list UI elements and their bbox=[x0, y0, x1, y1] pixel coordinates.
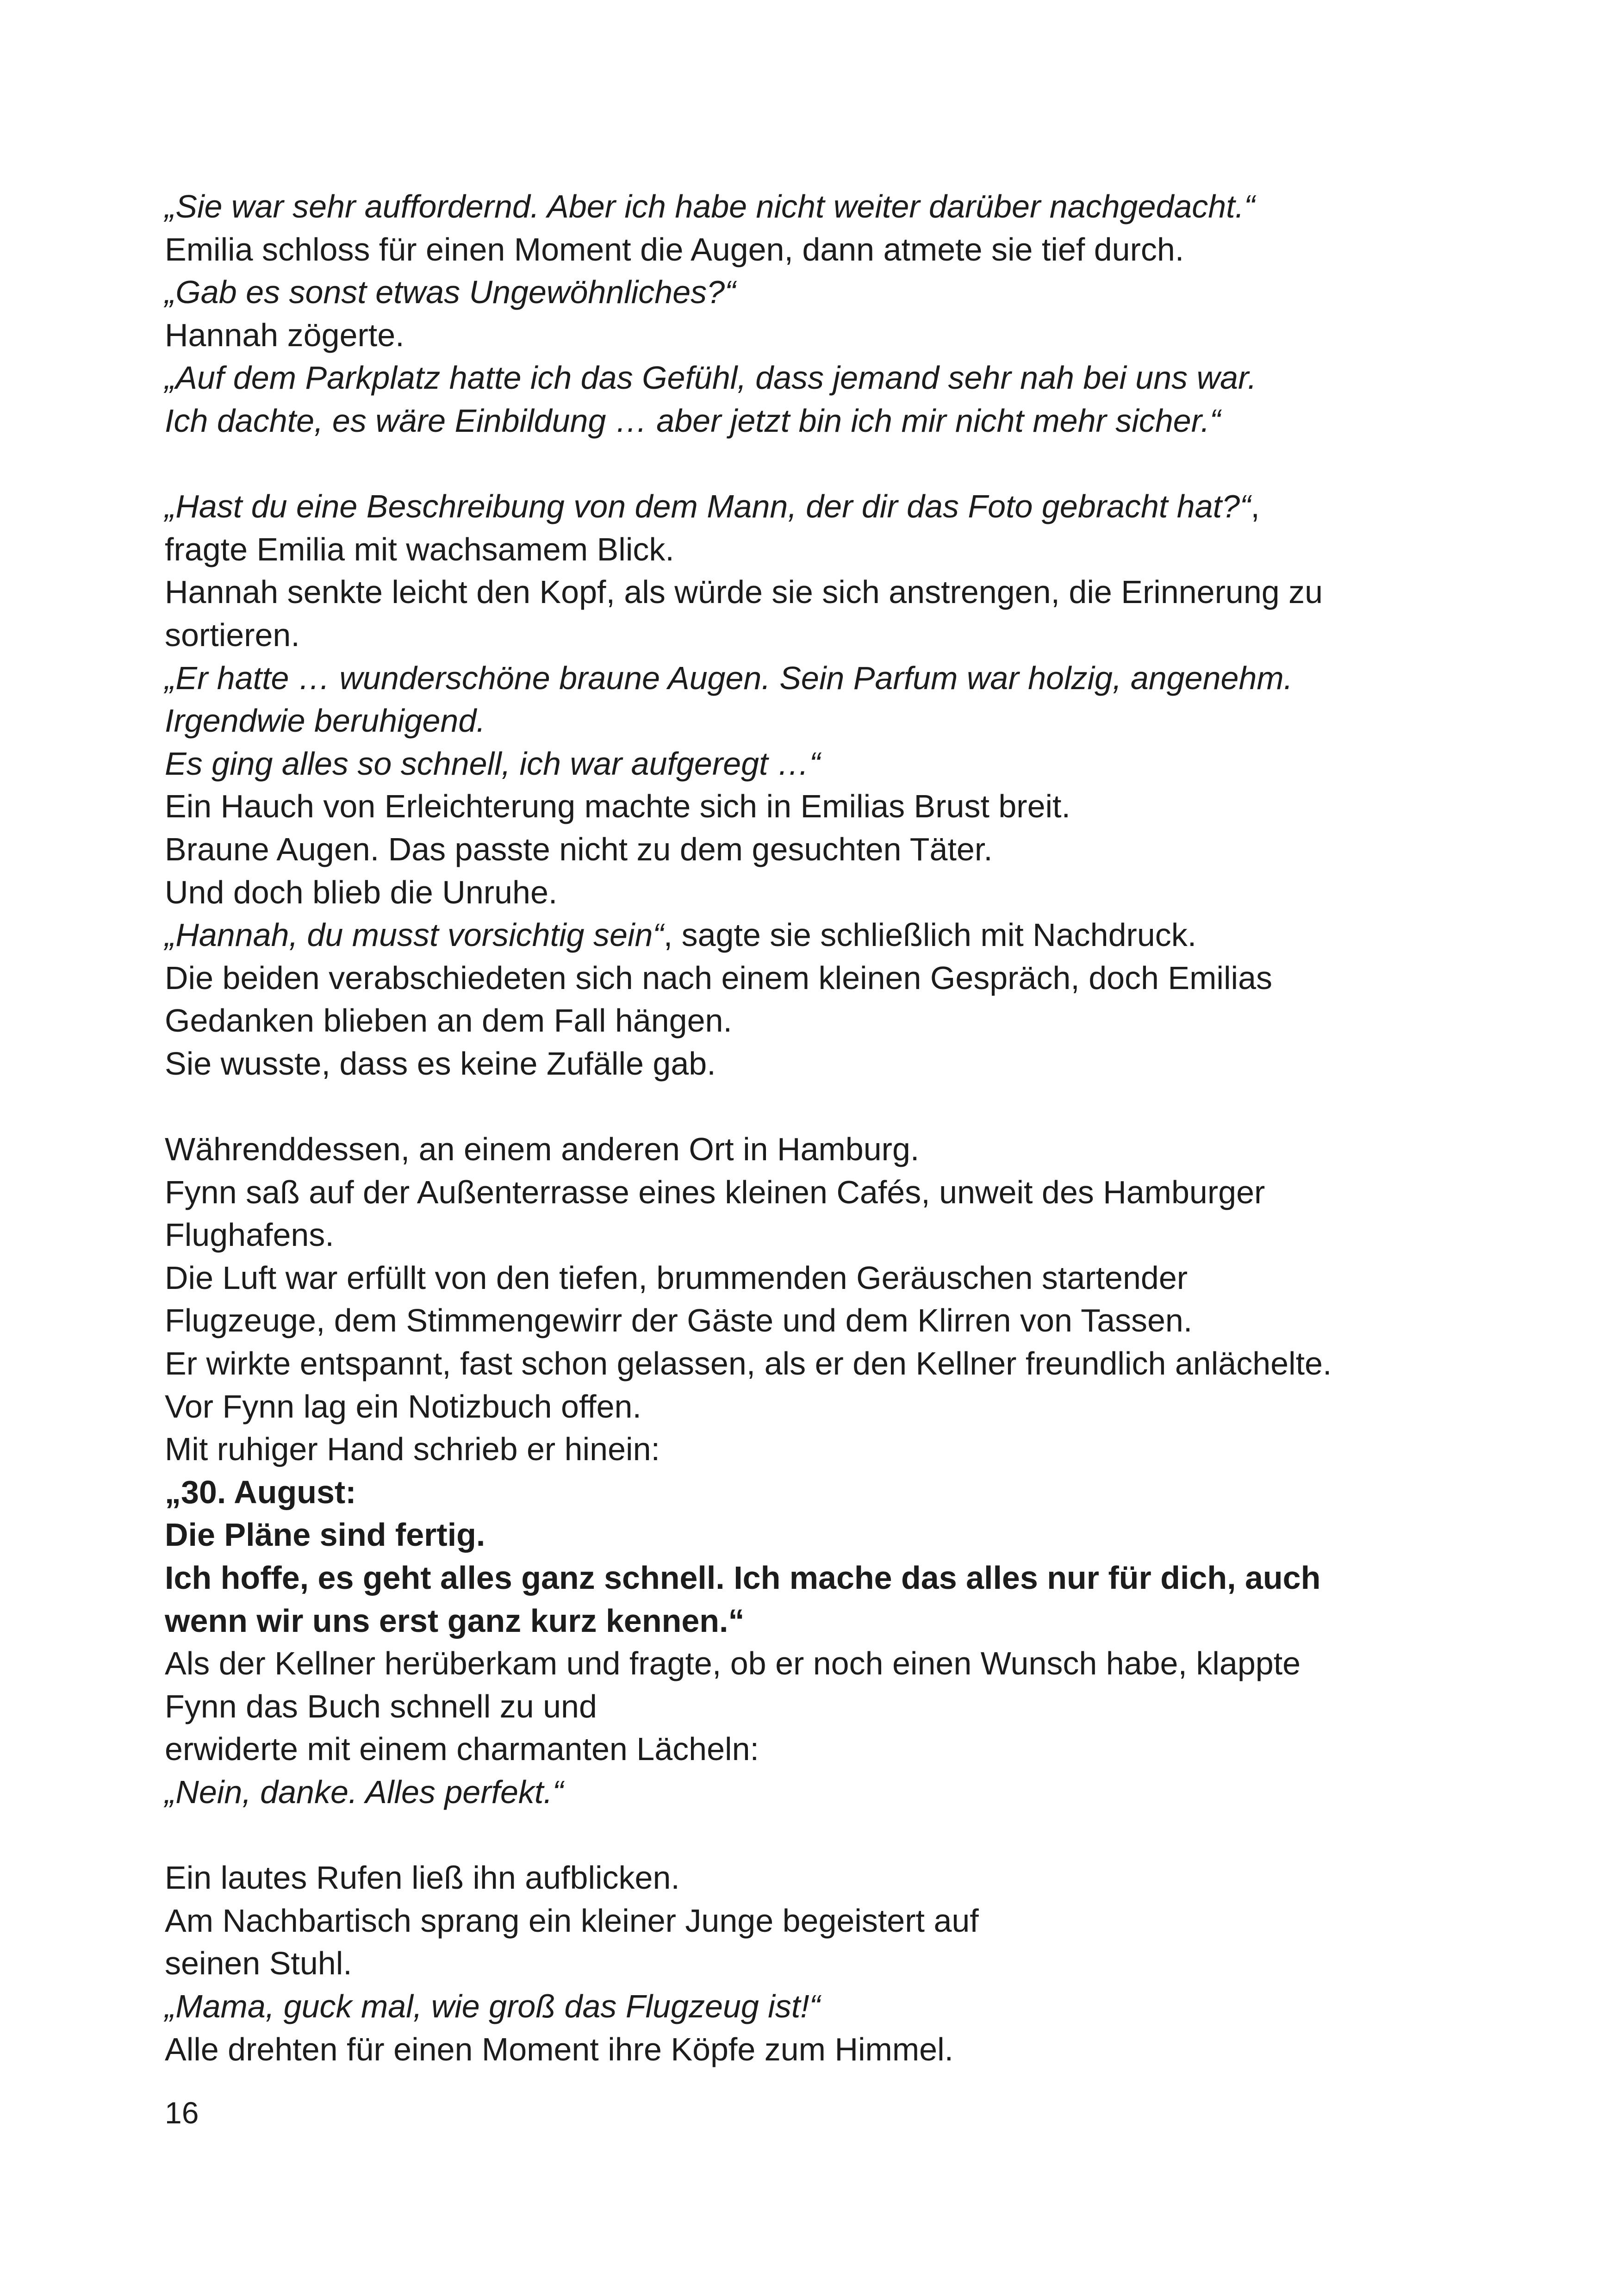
text-line: Ein Hauch von Erleichterung machte sich in Emilias Brust breit. bbox=[165, 788, 1070, 825]
text-segment: , bbox=[1251, 488, 1260, 525]
text-line: Er wirkte entspannt, fast schon gelassen, als er den Kellner freundlich anlächelte. bbox=[165, 1345, 1332, 1382]
text-line: Ich hoffe, es geht alles ganz schnell. Ich mache das alles nur für dich, auch bbox=[165, 1560, 1321, 1596]
text-line: Ein lautes Rufen ließ ihn aufblicken. bbox=[165, 1860, 680, 1896]
text-line: „30. August: bbox=[165, 1474, 356, 1510]
text-line: Flugzeuge, dem Stimmengewirr der Gäste und dem Klirren von Tassen. bbox=[165, 1302, 1193, 1339]
text-line: Die Pläne sind fertig. bbox=[165, 1517, 485, 1553]
text-line: Vor Fynn lag ein Notizbuch offen. bbox=[165, 1388, 641, 1425]
text-line: „Auf dem Parkplatz hatte ich das Gefühl, dass jemand sehr nah bei uns war. bbox=[165, 360, 1257, 396]
text-line: Braune Augen. Das passte nicht zu dem gesuchten Täter. bbox=[165, 831, 993, 867]
text-line: Alle drehten für einen Moment ihre Köpfe zum Himmel. bbox=[165, 2031, 954, 2067]
text-line: Gedanken blieben an dem Fall hängen. bbox=[165, 1002, 732, 1039]
text-line: „Nein, danke. Alles perfekt.“ bbox=[165, 1773, 564, 1810]
text-line: Flughafens. bbox=[165, 1217, 334, 1253]
text-line: Am Nachbartisch sprang ein kleiner Junge begeistert auf bbox=[165, 1902, 979, 1939]
text-line: seinen Stuhl. bbox=[165, 1945, 352, 1982]
text-line: Und doch blieb die Unruhe. bbox=[165, 874, 558, 910]
text-line: „Gab es sonst etwas Ungewöhnliches?“ bbox=[165, 274, 736, 311]
text-line: „Sie war sehr auffordernd. Aber ich habe nicht weiter darüber nachgedacht.“ bbox=[165, 188, 1255, 224]
text-line: Sie wusste, dass es keine Zufälle gab. bbox=[165, 1045, 716, 1082]
text-line: Ich dachte, es wäre Einbildung … aber jetzt bin ich mir nicht mehr sicher.“ bbox=[165, 402, 1221, 439]
text-line: „Er hatte … wunderschöne braune Augen. Sein Parfum war holzig, angenehm. bbox=[165, 660, 1293, 696]
text-line: wenn wir uns erst ganz kurz kennen.“ bbox=[165, 1602, 745, 1639]
text-line: Die beiden verabschiedeten sich nach einem kleinen Gespräch, doch Emilias bbox=[165, 959, 1273, 996]
text-line bbox=[165, 914, 1507, 957]
text-line: Fynn saß auf der Außenterrasse eines kleinen Cafés, unweit des Hamburger bbox=[165, 1174, 1265, 1210]
text-line: Irgendwie beruhigend. bbox=[165, 703, 485, 739]
text-line bbox=[165, 485, 1507, 528]
text-line: Es ging alles so schnell, ich war aufgeregt …“ bbox=[165, 745, 821, 782]
text-segment: , sagte sie schließlich mit Nachdruck. bbox=[663, 917, 1197, 953]
text-line: Hannah senkte leicht den Kopf, als würde sie sich anstrengen, die Erinnerung zu bbox=[165, 574, 1323, 610]
text-line: Mit ruhiger Hand schrieb er hinein: bbox=[165, 1431, 660, 1468]
blank-line bbox=[165, 442, 1507, 485]
text-line: Hannah zögerte. bbox=[165, 317, 404, 353]
text-line: Die Luft war erfüllt von den tiefen, brummenden Geräuschen startender bbox=[165, 1259, 1188, 1296]
text-line: Fynn das Buch schnell zu und bbox=[165, 1688, 597, 1724]
blank-line bbox=[165, 1085, 1507, 1128]
text-segment: „Hannah, du musst vorsichtig sein“ bbox=[165, 917, 664, 953]
text-line: fragte Emilia mit wachsamem Blick. bbox=[165, 531, 674, 567]
text-line: sortieren. bbox=[165, 616, 300, 653]
text-line: „Mama, guck mal, wie groß das Flugzeug ist!“ bbox=[165, 1988, 821, 2024]
text-line: Als der Kellner herüberkam und fragte, ob er noch einen Wunsch habe, klappte bbox=[165, 1645, 1301, 1682]
page-number: 16 bbox=[165, 2096, 199, 2130]
blank-line bbox=[165, 1814, 1507, 1857]
text-segment: „Hast du eine Beschreibung von dem Mann, der dir das Foto gebracht hat?“ bbox=[165, 488, 1251, 525]
text-line: Emilia schloss für einen Moment die Augen, dann atmete sie tief durch. bbox=[165, 231, 1184, 268]
text-line: Währenddessen, an einem anderen Ort in Hamburg. bbox=[165, 1131, 920, 1168]
body-text bbox=[165, 185, 1507, 2071]
text-line: erwiderte mit einem charmanten Lächeln: bbox=[165, 1731, 759, 1767]
